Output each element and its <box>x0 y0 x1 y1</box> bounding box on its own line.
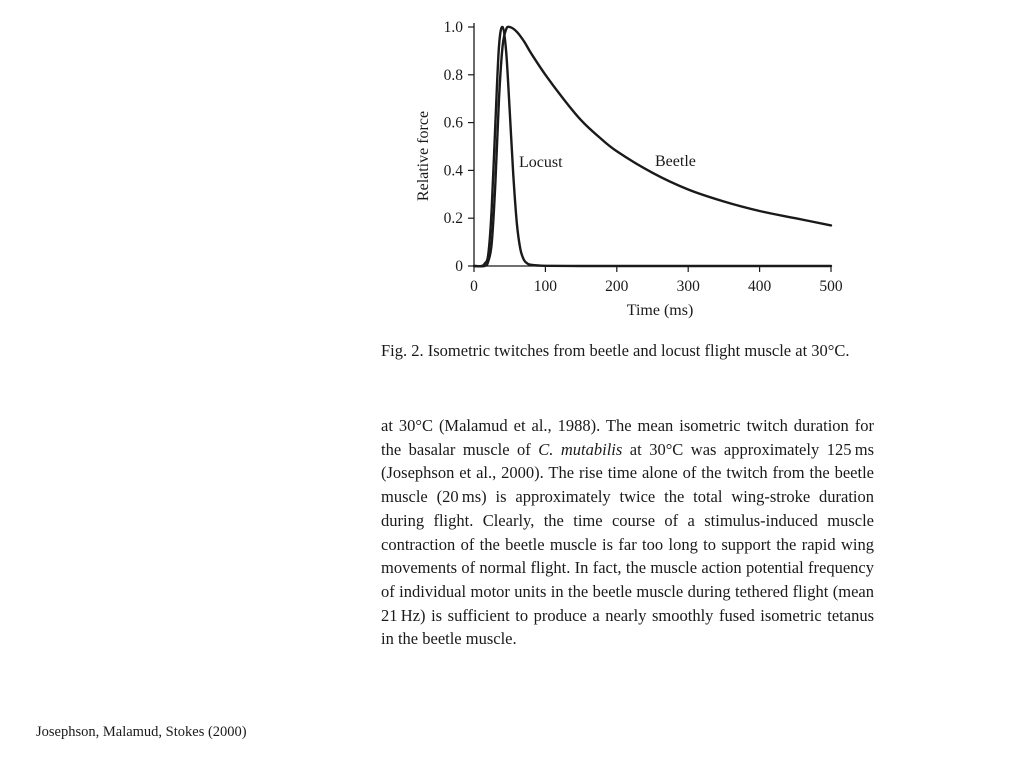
body-text-part-1: at 30°C (Malamud et al., 1988). The mean isometric twitch duration for the basalar muscle of <box>381 416 874 459</box>
y-axis-label: Relative force <box>415 110 432 202</box>
series-label-beetle: Beetle <box>655 153 696 170</box>
y-tick-label-3: 0.6 <box>443 114 463 132</box>
x-tick-label-1: 100 <box>533 278 558 295</box>
twitch-chart <box>400 10 860 325</box>
citation-footer: Josephson, Malamud, Stokes (2000) <box>36 724 247 740</box>
x-tick-label-0: 0 <box>470 278 478 295</box>
x-tick-label-2: 200 <box>605 278 629 295</box>
x-axis-label: Time (ms) <box>626 302 694 319</box>
series-line-locust <box>474 27 831 266</box>
y-tick-label-1: 0.2 <box>443 210 463 228</box>
series-label-locust: Locust <box>519 154 563 171</box>
body-paragraph <box>381 414 874 651</box>
chart-series <box>474 27 831 267</box>
y-tick-label-0: 0 <box>455 258 463 275</box>
y-tick-label-5: 1.0 <box>443 19 463 36</box>
x-tick-label-5: 500 <box>819 278 843 295</box>
y-tick-label-4: 0.8 <box>443 66 463 84</box>
x-tick-label-3: 300 <box>676 278 700 295</box>
x-tick-label-4: 400 <box>747 278 772 295</box>
chart-axes <box>474 23 831 266</box>
chart-ticks <box>444 19 843 295</box>
y-tick-label-2: 0.4 <box>443 162 463 180</box>
series-line-beetle <box>474 27 831 267</box>
body-text-part-2: at 30°C was approximately 125 ms (Josephson et al., 2000). The rise time alone of the twitch from the beetle muscle (20 ms) is approximately twice the total wing-stroke duration during flight. Clearly, the time course of a stimulus-induced muscle contraction of the beetle muscle is far too long to support the rapid wing movements of normal flight. In fact, the muscle action potential frequency of individual motor units in the beetle muscle during tethered flight (mean 21 Hz) is sufficient to produce a nearly smoothly fused isometric tetanus in the beetle muscle. <box>381 439 875 649</box>
figure-caption: Fig. 2. Isometric twitches from beetle and locust flight muscle at 30°C. <box>381 341 850 360</box>
species-name: C. mutabilis <box>538 439 623 459</box>
